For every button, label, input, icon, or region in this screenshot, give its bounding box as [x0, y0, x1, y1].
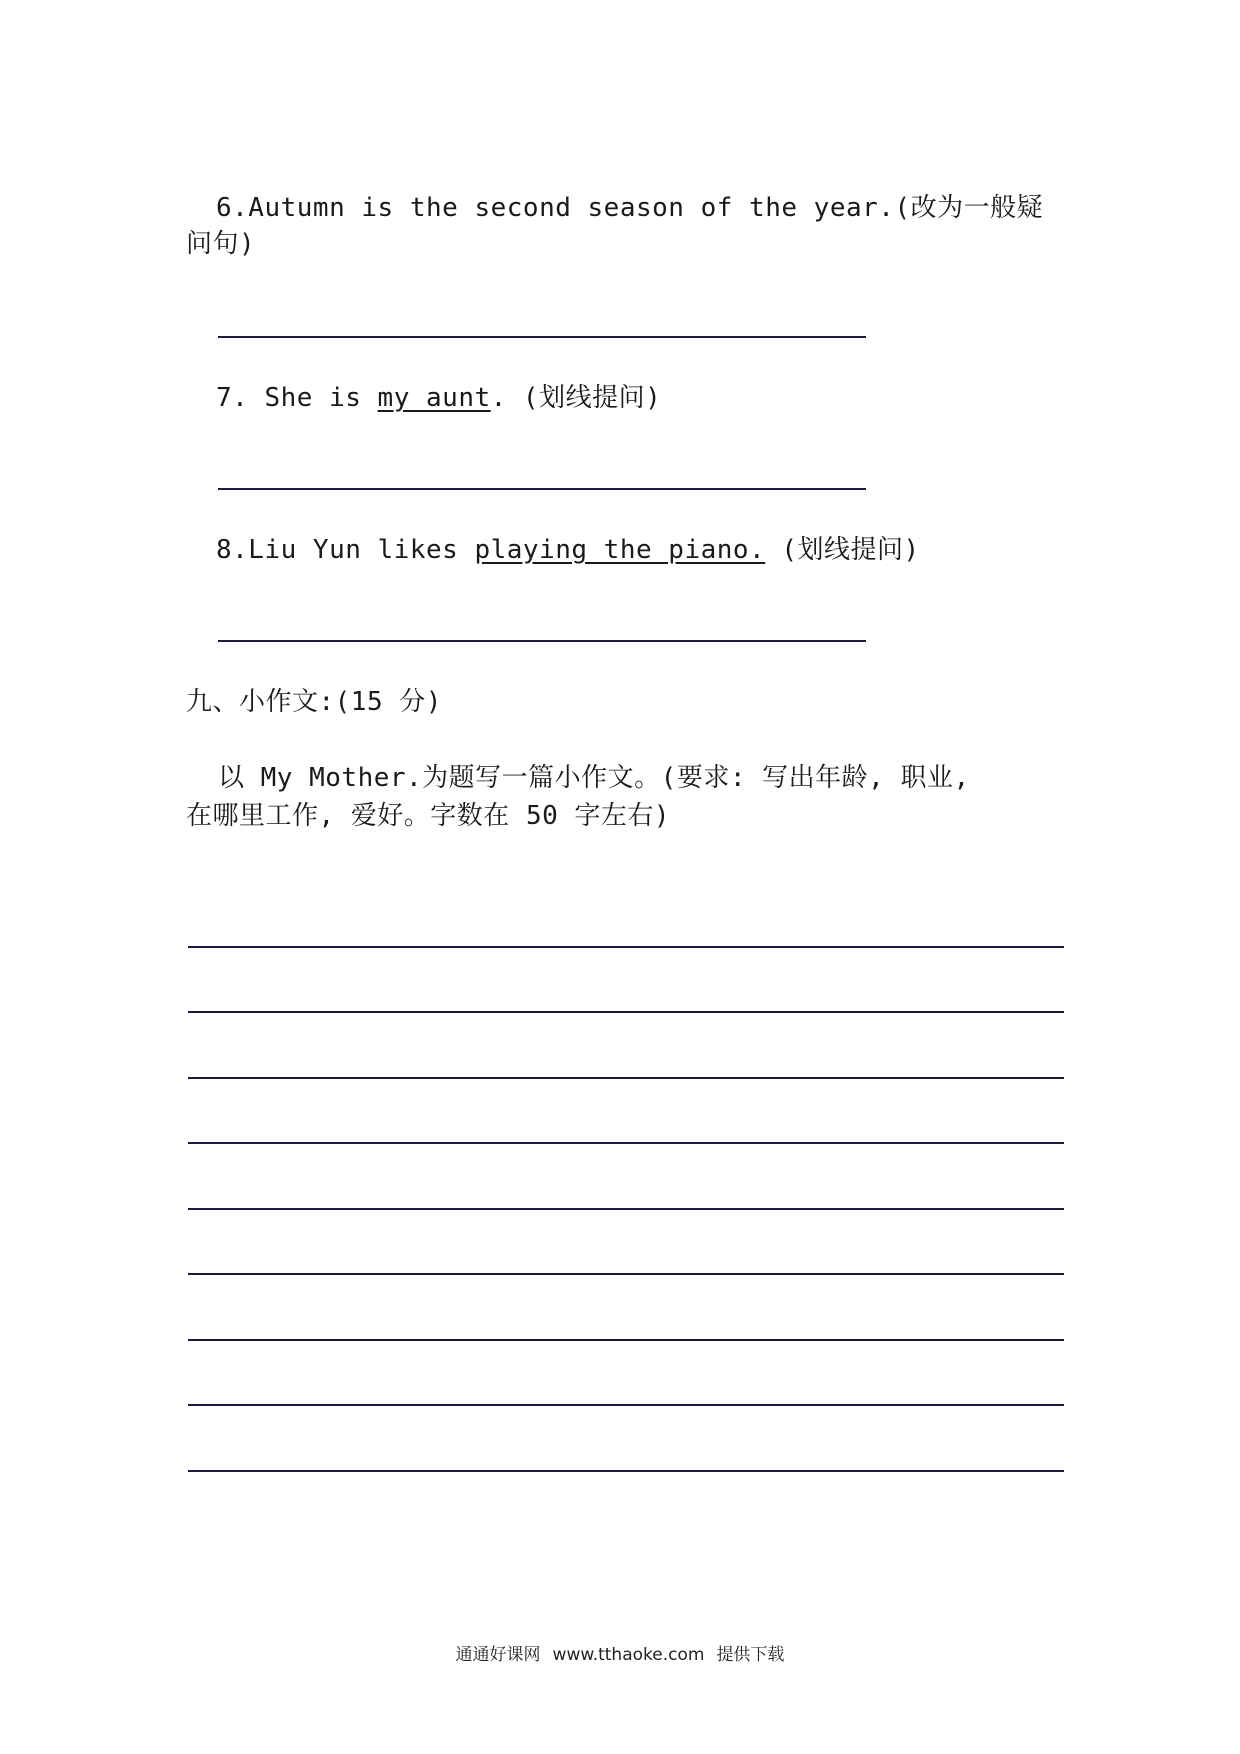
- composition-line[interactable]: [188, 1339, 1064, 1341]
- composition-line[interactable]: [188, 1208, 1064, 1210]
- question-7: [216, 380, 661, 416]
- question-8-underlined: playing the piano.: [474, 535, 766, 565]
- question-8: [216, 532, 920, 568]
- section-9-prompt-line1: 以 My Mother.为题写一篇小作文。(要求: 写出年龄, 职业,: [218, 763, 970, 793]
- answer-line-6[interactable]: [218, 336, 866, 338]
- composition-line[interactable]: [188, 1273, 1064, 1275]
- composition-line[interactable]: [188, 946, 1064, 948]
- question-8-suffix: (划线提问): [765, 535, 920, 565]
- composition-line[interactable]: [188, 1142, 1064, 1144]
- page-footer: [0, 1640, 1240, 1665]
- answer-line-8[interactable]: [218, 640, 866, 642]
- composition-line[interactable]: [188, 1470, 1064, 1472]
- question-8-prefix: 8.Liu Yun likes: [216, 535, 475, 565]
- question-6-line2: 问句): [186, 229, 256, 259]
- composition-line[interactable]: [188, 1077, 1064, 1079]
- question-7-prefix: 7. She is: [216, 383, 378, 413]
- question-7-underlined: my aunt: [377, 383, 491, 413]
- section-9-heading: 九、小作文:(15 分): [186, 687, 442, 717]
- answer-line-7[interactable]: [218, 488, 866, 490]
- composition-line[interactable]: [188, 1011, 1064, 1013]
- composition-line[interactable]: [188, 1404, 1064, 1406]
- section-9-prompt-line2: 在哪里工作, 爱好。字数在 50 字左右): [186, 801, 671, 831]
- question-6-line1: 6.Autumn is the second season of the year.(改为一般疑: [216, 193, 1044, 223]
- question-7-suffix: . (划线提问): [490, 383, 662, 413]
- footer-tail: 提供下载: [716, 1645, 785, 1665]
- footer-site-name: 通通好课网: [455, 1645, 541, 1665]
- footer-url[interactable]: www.tthaoke.com: [552, 1645, 705, 1665]
